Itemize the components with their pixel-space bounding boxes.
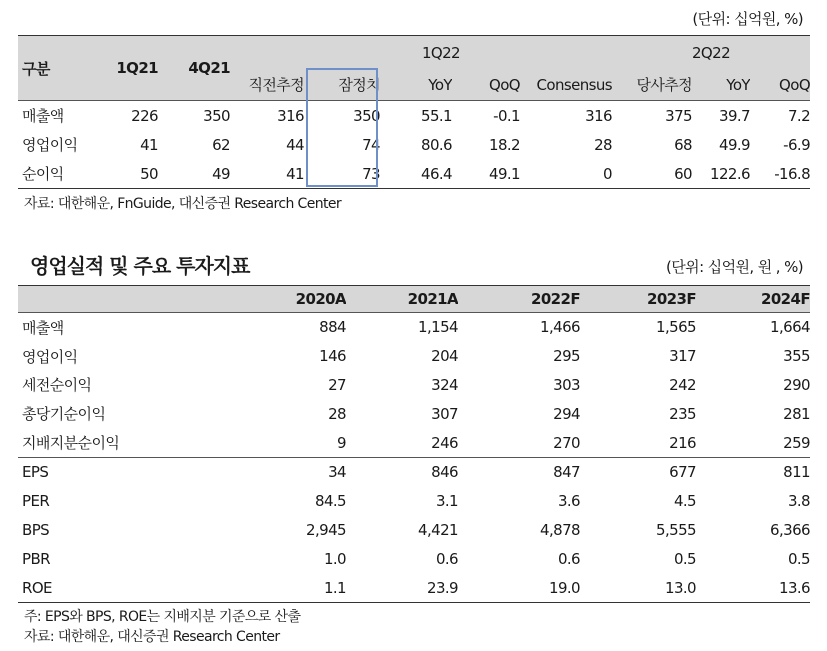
cell: 1,466 (458, 313, 580, 342)
cell: 62 (212, 135, 230, 154)
header-preliminary: 잠정치 (338, 76, 380, 94)
table2-note: 주: EPS와 BPS, ROE는 지배지분 기준으로 산출 (24, 609, 301, 625)
cell: 13.6 (696, 573, 810, 602)
cell: 2,945 (306, 520, 346, 539)
cell: 1.0 (323, 549, 346, 568)
cell: 3.1 (435, 492, 458, 511)
cell: 146 (319, 347, 346, 366)
cell: 246 (431, 433, 458, 452)
cell: 0.5 (673, 549, 696, 568)
preliminary-highlight-box (306, 68, 378, 187)
cell: 0 (520, 159, 612, 189)
cell: 235 (669, 404, 696, 423)
cell: 4.5 (673, 492, 696, 511)
cell: 216 (669, 433, 696, 452)
table2-source: 자료: 대한해운, 대신증권 Research Center (24, 629, 280, 645)
header-qoq: QoQ (489, 75, 520, 94)
section-title: 영업실적 및 주요 투자지표 (30, 254, 250, 278)
cell: 0.6 (557, 549, 580, 568)
cell: 19.0 (458, 573, 580, 602)
cell: 350 (304, 101, 380, 131)
cell: 846 (346, 457, 458, 486)
cell: 68 (674, 135, 692, 154)
cell: 84.5 (315, 492, 346, 511)
cell: 74 (362, 135, 380, 154)
cell: 49 (158, 159, 230, 189)
cell: 9 (337, 433, 346, 452)
cell: 317 (669, 347, 696, 366)
cell: 13.0 (580, 573, 696, 602)
cell: 44 (286, 135, 304, 154)
cell: 294 (553, 404, 580, 423)
cell: 41 (140, 135, 158, 154)
cell: 28 (594, 135, 612, 154)
header-consensus: Consensus (536, 75, 612, 94)
cell: 23.9 (346, 573, 458, 602)
row-label: PBR (22, 549, 50, 568)
cell: 290 (783, 375, 810, 394)
cell: 1.1 (204, 573, 346, 602)
cell: 884 (204, 313, 346, 342)
header-yoy: YoY (428, 75, 452, 94)
table1-source: 자료: 대한해운, FnGuide, 대신증권 Research Center (24, 196, 342, 212)
cell: 46.4 (380, 159, 452, 189)
cell: 6,366 (770, 520, 810, 539)
cell: 4,421 (418, 520, 458, 539)
cell: 270 (553, 433, 580, 452)
row-label: 세전순이익 (22, 376, 92, 395)
row-label: ROE (18, 573, 204, 602)
row-label: 지배지분순이익 (22, 434, 120, 453)
cell: 350 (158, 101, 230, 131)
cell: 1,664 (696, 313, 810, 342)
row-label: BPS (22, 520, 50, 539)
cell: 303 (553, 375, 580, 394)
cell: 324 (431, 375, 458, 394)
header-1q22-group: 1Q22 (230, 36, 612, 70)
row-label: 매출액 (18, 313, 204, 342)
cell: 28 (328, 404, 346, 423)
cell: 49.9 (719, 135, 750, 154)
cell: 73 (304, 159, 380, 189)
cell: 316 (230, 101, 304, 131)
header-year: 2024F (696, 286, 810, 313)
cell: -0.1 (452, 101, 520, 131)
cell: 355 (783, 347, 810, 366)
cell: 3.6 (557, 492, 580, 511)
table1-unit: (단위: 십억원, %) (692, 10, 803, 28)
cell: 3.8 (787, 492, 810, 511)
cell: 4,878 (540, 520, 580, 539)
cell: -16.8 (750, 159, 810, 189)
annual-indicators-table (18, 285, 810, 603)
cell: 27 (328, 375, 346, 394)
row-label: 순이익 (18, 159, 90, 189)
header-empty (18, 286, 204, 313)
row-label: 총당기순이익 (22, 405, 106, 424)
row-label: 영업이익 (22, 347, 78, 366)
cell: 60 (612, 159, 692, 189)
cell: 375 (612, 101, 692, 131)
header-gubun: 구분 (18, 36, 90, 101)
cell: 811 (696, 457, 810, 486)
cell: 226 (90, 101, 158, 131)
header-year: 2020A (204, 286, 346, 313)
table2-unit: (단위: 십억원, 원 , %) (666, 258, 803, 276)
cell: 34 (204, 457, 346, 486)
cell: 1,154 (346, 313, 458, 342)
cell: 7.2 (750, 101, 810, 131)
cell: 204 (431, 347, 458, 366)
row-label: 매출액 (18, 101, 90, 131)
cell: 39.7 (692, 101, 750, 131)
cell: 41 (230, 159, 304, 189)
cell: 80.6 (421, 135, 452, 154)
cell: 0.6 (435, 549, 458, 568)
cell: 847 (458, 457, 580, 486)
header-house-estimate: 당사추정 (636, 76, 692, 94)
header-1q21: 1Q21 (90, 36, 158, 101)
cell: 316 (520, 101, 612, 131)
row-label: PER (22, 492, 50, 511)
cell: 50 (90, 159, 158, 189)
cell: 5,555 (656, 520, 696, 539)
row-label: EPS (18, 457, 204, 486)
cell: 18.2 (489, 135, 520, 154)
cell: 295 (553, 347, 580, 366)
cell: 55.1 (380, 101, 452, 131)
cell: 49.1 (452, 159, 520, 189)
header-year: 2021A (346, 286, 458, 313)
quarterly-earnings-table (18, 35, 810, 189)
header-4q21: 4Q21 (158, 36, 230, 101)
cell: 307 (431, 404, 458, 423)
cell: 0.5 (787, 549, 810, 568)
header-year: 2022F (458, 286, 580, 313)
header-qoq-2q22: QoQ (779, 75, 811, 94)
header-prev-estimate: 직전추정 (248, 76, 304, 94)
cell: 677 (580, 457, 696, 486)
row-label: 영업이익 (22, 136, 78, 154)
cell: 122.6 (692, 159, 750, 189)
header-year: 2023F (580, 286, 696, 313)
cell: 281 (783, 404, 810, 423)
cell: -6.9 (783, 135, 811, 154)
cell: 1,565 (580, 313, 696, 342)
cell: 242 (669, 375, 696, 394)
header-2q22-group: 2Q22 (612, 36, 810, 70)
header-yoy-2q22: YoY (726, 75, 750, 94)
cell: 259 (783, 433, 810, 452)
